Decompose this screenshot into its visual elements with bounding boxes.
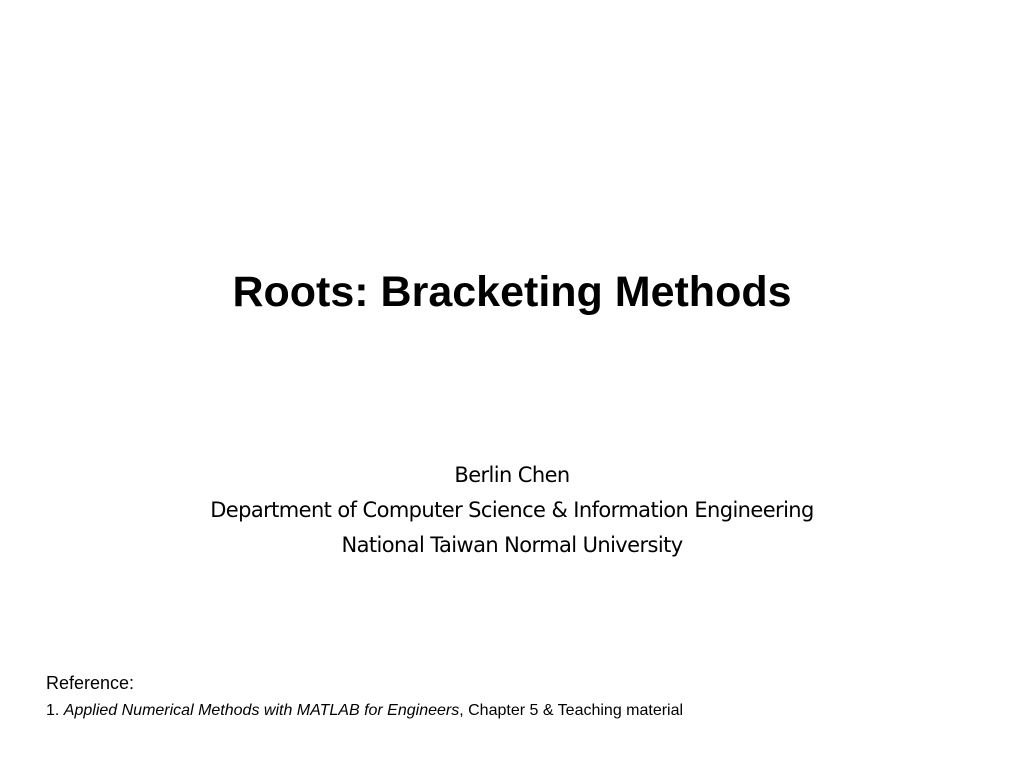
reference-block [46, 673, 683, 720]
reference-book: Applied Numerical Methods with MATLAB for Engineers [63, 702, 460, 719]
reference-rest: , Chapter 5 & Teaching material [459, 702, 684, 719]
author-department: Department of Computer Science & Information Engineering [210, 498, 814, 522]
reference-item [46, 702, 683, 720]
author-block [0, 458, 1024, 563]
reference-number: 1. [46, 702, 64, 719]
author-university: National Taiwan Normal University [341, 533, 683, 557]
author-name: Berlin Chen [454, 463, 570, 487]
slide-title: Roots: Bracketing Methods [232, 268, 792, 316]
reference-heading: Reference: [46, 673, 135, 693]
